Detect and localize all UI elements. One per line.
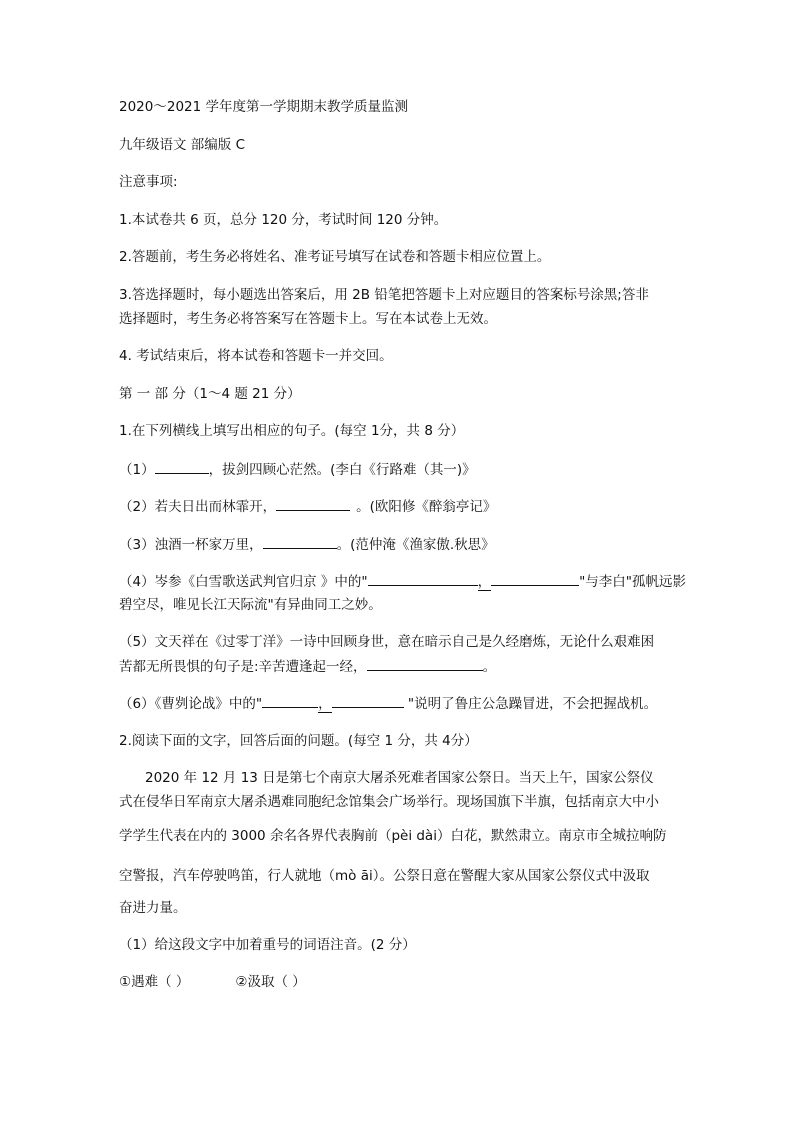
item-2-source: 。(欧阳修《醉翁亭记》 (356, 499, 497, 515)
item-1-text: ，拔剑四顾心茫然。(李白《行路难（其一)》 (208, 462, 476, 478)
exam-subtitle: 九年级语文 部编版 C (119, 137, 246, 153)
item-4-text: （4）岑参《白雪歌送武判官归京 》中的" (119, 574, 368, 590)
question-1-item-4-line-1 (119, 571, 686, 592)
question-1-title: 1.在下列横线上填写出相应的句子。(每空 1分，共 8 分） (119, 423, 465, 439)
item-5-text: 苦都无所畏惧的句子是:辛苦遭逢起一经， (119, 659, 367, 675)
answer-blank (368, 571, 478, 586)
answer-blank (155, 459, 209, 474)
question-2-answers (119, 972, 306, 992)
item-5-end: 。 (482, 659, 497, 675)
answer-blank (276, 496, 350, 511)
passage-line-2: 式在侵华日军南京大屠杀遇难同胞纪念馆集会广场举行。现场国旗下半旗，包括南京大中小 (119, 794, 659, 810)
answer-item-2: ②汲取（ ） (235, 974, 306, 990)
item-3-source: 。(范仲淹《渔家傲.秋思》 (336, 537, 495, 553)
note-2: 2.答题前，考生务必将姓名、准考证号填写在试卷和答题卡相应位置上。 (119, 249, 551, 265)
note-1: 1.本试卷共 6 页，总分 120 分，考试时间 120 分钟。 (119, 212, 448, 228)
item-6-tail: "说明了鲁庄公急躁冒进，不会把握战机。 (403, 696, 658, 712)
question-1-item-5-line-2 (119, 656, 496, 677)
passage-line-5: 奋进力量。 (119, 900, 187, 916)
passage-line-4: 空警报，汽车停驶鸣笛，行人就地（mò āi）。公祭日意在警醒大家从国家公祭仪式中汲取 (119, 868, 650, 884)
answer-blank (262, 693, 318, 708)
item-1-prefix: （1） (119, 462, 155, 478)
note-3-line-2: 选择题时，考生务必将答案写在答题卡上。写在本试卷上无效。 (119, 311, 497, 327)
answer-item-1: ①遇难（ ） (119, 974, 190, 990)
item-6-text: （6）《曹刿论战》中的" (119, 696, 263, 712)
blank-separator: ， (318, 696, 332, 712)
question-1-item-6 (119, 693, 657, 714)
question-1-item-5-line-1: （5）文天祥在《过零丁洋》一诗中回顾身世，意在暗示自己是久经磨炼，无论什么艰难困 (119, 634, 655, 650)
question-2-sub-1: （1）给这段文字中加着重号的词语注音。(2 分） (119, 937, 416, 953)
passage-line-1: 2020 年 12 月 13 日是第七个南京大屠杀死难者国家公祭日。当天上午，国家公祭仪 (145, 770, 654, 786)
answer-blank (263, 534, 337, 549)
question-1-item-4-line-2: 碧空尽，唯见长江天际流"有异曲同工之妙。 (119, 597, 382, 613)
notes-heading: 注意事项: (119, 174, 178, 190)
question-2-title: 2.阅读下面的文字，回答后面的问题。(每空 1 分，共 4分） (119, 733, 478, 749)
item-4-tail: "与李白"孤帆远影 (579, 574, 687, 590)
answer-blank (332, 693, 404, 708)
exam-title: 2020～2021 学年度第一学期期末教学质量监测 (119, 99, 409, 115)
answer-blank (367, 656, 483, 671)
question-1-item-1 (119, 459, 476, 480)
note-4: 4. 考试结束后，将本试卷和答题卡一并交回。 (119, 348, 393, 364)
question-1-item-2 (119, 496, 496, 517)
passage-line-3: 学学生代表在内的 3000 余名各界代表胸前（pèi dài）白花，默然肃立。南京市全城拉响防 (119, 828, 667, 844)
item-3-text: （3）浊酒一杯家万里， (119, 537, 263, 553)
item-2-text: （2）若夫日出而林霏开， (119, 499, 277, 515)
question-1-item-3 (119, 534, 495, 555)
part-1-heading: 第 一 部 分（1～4 题 21 分） (119, 386, 301, 402)
answer-blank (491, 571, 579, 586)
note-3-line-1: 3.答选择题时，每小题选出答案后，用 2B 铅笔把答题卡上对应题目的答案标号涂黑;答非 (119, 287, 649, 303)
blank-separator: ， (477, 574, 492, 590)
